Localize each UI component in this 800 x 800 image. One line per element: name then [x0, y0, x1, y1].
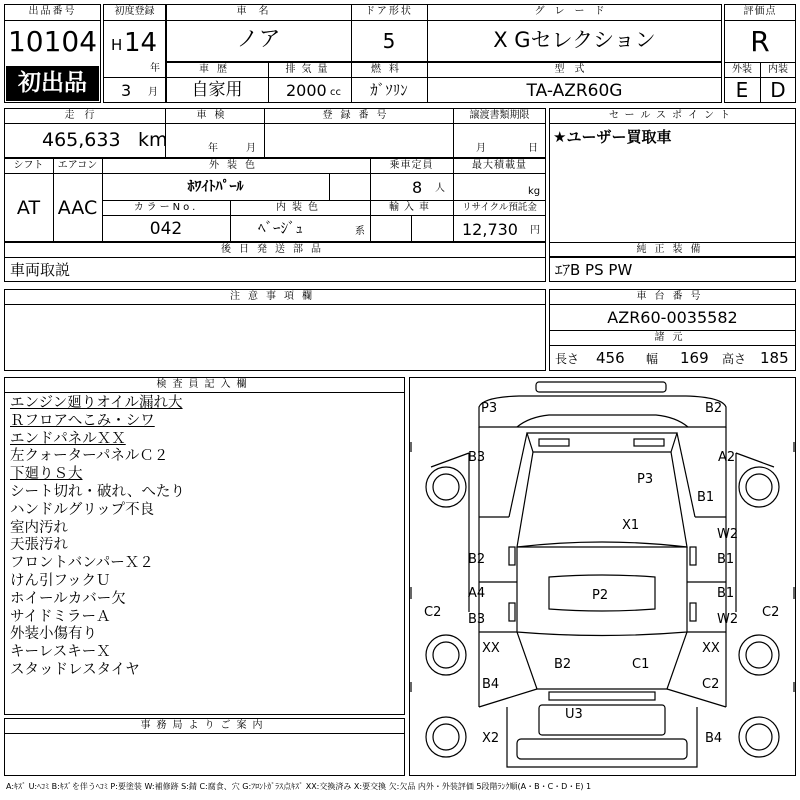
inspector-item: シート切れ・破れ、へたり [10, 484, 185, 500]
exterior-grade-label: 外装 [732, 64, 752, 75]
mark-b1-right-mid: B1 [717, 552, 735, 567]
legend-footnote: A:ｷｽﾞ U:ﾍｺﾐ B:ｷｽﾞを伴うﾍｺﾐ P:要塗装 W:補修跡 S:錆 C:腐食、穴 G:ﾌﾛﾝﾄｶﾞﾗｽ点ｷｽﾞ XX:交換済み X:要交換 欠:欠品 内外・外装評価 5段階ﾗﾝｸ順(A・B・C・D・E) 1 [6, 782, 592, 791]
mark-w2-right-lower: W2 [717, 612, 739, 627]
inspector-title: 検査員記入欄 [156, 379, 253, 390]
mark-c1-rear: C1 [632, 657, 650, 672]
chassis-number: AZR60-0035582 [607, 308, 738, 327]
later-parts: 車両取説 [10, 261, 71, 279]
lot-number: 10104 [7, 25, 98, 58]
ac: AAC [57, 197, 98, 219]
inspector-item: ハンドルグリップ不良 [10, 501, 155, 518]
color-no-label: カラーNo. [133, 202, 199, 213]
interior-color: ﾍﾞｰｼﾞｭ [258, 219, 304, 237]
recycle-label: リサイクル預託金 [462, 202, 537, 213]
mark-x2-rear: X2 [482, 731, 500, 746]
sales-point: ★ユーザー買取車 [553, 128, 672, 146]
interior-grade-label: 内装 [768, 64, 788, 75]
car-name: ノア [236, 27, 281, 52]
model: TA-AZR60G [526, 81, 623, 101]
transfer-month-unit: 月 [476, 143, 486, 154]
inspector-item: Ｒフロアへこみ・シワ [10, 412, 155, 429]
grade: X Gセレクション [493, 28, 656, 52]
inspector-item: ホイールカバー欠 [10, 590, 126, 607]
width-label: 幅 [646, 352, 659, 366]
car-outline [409, 377, 796, 776]
inspector-item: エンジン廻りオイル漏れ大 [10, 395, 183, 411]
inspector-item: フロントバンパーＸ２ [10, 555, 154, 572]
inspection-label: 車検 [196, 110, 233, 121]
chassis-label: 車台番号 [636, 291, 709, 302]
sales-point-label: セールスポイント [608, 110, 737, 121]
shift-label: シフト [13, 160, 44, 171]
interior-grade: D [770, 78, 786, 102]
year-unit: 年 [150, 63, 160, 74]
score-label: 評価点 [743, 6, 777, 17]
door-label: ドア形状 [365, 6, 413, 17]
mileage: 465,633 [42, 129, 121, 151]
recycle: 12,730 [462, 220, 518, 239]
capacity-label: 乗車定員 [389, 160, 434, 171]
capacity: 8 [412, 178, 423, 197]
inspector-item: スタッドレスタイヤ [10, 662, 140, 678]
mark-b2-rear: B2 [554, 657, 572, 672]
color-no: 042 [149, 219, 183, 239]
mark-c2-left: C2 [424, 605, 442, 620]
mark-p2-center: P2 [592, 588, 609, 603]
inspector-item: 左クォーターパネルＣ２ [10, 448, 169, 465]
history-label: 車歴 [199, 64, 235, 75]
width: 169 [680, 349, 709, 367]
mark-xx-left: XX [482, 641, 500, 656]
mark-p3-center: P3 [637, 472, 654, 487]
mark-b2-top: B2 [705, 401, 723, 416]
interior-color-label: 内装色 [276, 202, 324, 213]
mark-w2-right-upper: W2 [717, 527, 739, 542]
mark-a2-right: A2 [718, 450, 736, 465]
mark-c2-right: C2 [762, 605, 780, 620]
grade-label: グレード [534, 6, 615, 17]
displacement-label: 排気量 [285, 64, 334, 75]
inspector-item: 天張汚れ [10, 537, 68, 554]
mark-b4-left: B4 [482, 677, 500, 692]
doors: 5 [382, 29, 396, 53]
history: 自家用 [191, 80, 243, 100]
inspection-year-unit: 年 [208, 143, 218, 154]
plate-label: 登録番号 [322, 110, 395, 121]
mark-b3-left: B3 [468, 450, 486, 465]
mark-b4-rear: B4 [705, 731, 723, 746]
mark-b3-left-lower: B3 [468, 612, 486, 627]
inspector-item: エンドパネルＸＸ [10, 430, 126, 447]
displacement-unit: cc [330, 87, 341, 98]
import-label: 輸入車 [389, 202, 434, 213]
load-label: 最大積載量 [472, 160, 527, 171]
ac-label: エアコン [57, 160, 98, 171]
inspector-item: 室内汚れ [10, 519, 68, 536]
inspector-item: キーレスキーＸ [10, 644, 111, 661]
office-title: 事務局よりご案内 [140, 720, 269, 731]
registration-era: H [111, 36, 123, 54]
mileage-unit: km [138, 129, 168, 151]
first-listing-badge: 初出品 [6, 66, 99, 101]
inspector-item: 外装小傷有り [10, 626, 97, 643]
displacement: 2000 [286, 81, 327, 100]
color-label: 外装色 [209, 160, 263, 171]
registration-label: 初度登録 [114, 6, 155, 17]
transfer-label: 譲渡書類期限 [469, 110, 530, 121]
mark-a4-left: A4 [468, 586, 486, 601]
length: 456 [596, 349, 625, 367]
mark-b1-right-lower: B1 [717, 586, 735, 601]
inspector-item: サイドミラーＡ [10, 608, 111, 625]
inspection-month-unit: 月 [246, 143, 256, 154]
mark-b2-left: B2 [468, 552, 486, 567]
registration-month: 3 [121, 81, 132, 100]
score: R [750, 25, 770, 58]
capacity-unit: 人 [435, 183, 445, 194]
caution-label: 注意事項欄 [230, 291, 320, 302]
mark-x1-center: X1 [622, 518, 640, 533]
fuel-label: 燃料 [371, 64, 407, 75]
later-parts-label: 後日発送部品 [221, 244, 329, 255]
color: ﾎﾜｲﾄﾊﾟｰﾙ [187, 179, 244, 195]
exterior-grade: E [735, 78, 749, 102]
mark-c2-rear-right: C2 [702, 677, 720, 692]
length-label: 長さ [555, 352, 580, 366]
registration-year: 14 [124, 28, 158, 58]
model-label: 型式 [554, 64, 595, 75]
equipment: ｴｱB PS PW [555, 261, 633, 279]
height-label: 高さ [722, 352, 747, 366]
mark-u3-rear: U3 [565, 707, 583, 722]
height: 185 [760, 349, 789, 367]
month-unit: 月 [148, 87, 158, 98]
load-unit: kg [528, 186, 541, 197]
mark-b1-right: B1 [697, 490, 715, 505]
interior-color-unit: 系 [355, 226, 365, 237]
lot-number-label: 出品番号 [28, 6, 77, 17]
spec-label: 諸元 [654, 332, 691, 343]
mileage-label: 走行 [64, 110, 105, 121]
car-name-label: 車名 [236, 6, 281, 17]
inspector-item: 下廻りＳ大 [10, 466, 83, 483]
inspector-item: けん引フックＵ [10, 573, 111, 589]
shift: AT [16, 197, 41, 219]
transfer-day-unit: 日 [528, 143, 538, 154]
recycle-unit: 円 [530, 225, 540, 236]
mark-xx-right: XX [702, 641, 720, 656]
fuel: ｶﾞｿﾘﾝ [370, 81, 408, 99]
mark-p3-top: P3 [481, 401, 498, 416]
equipment-label: 純正装備 [636, 244, 709, 255]
